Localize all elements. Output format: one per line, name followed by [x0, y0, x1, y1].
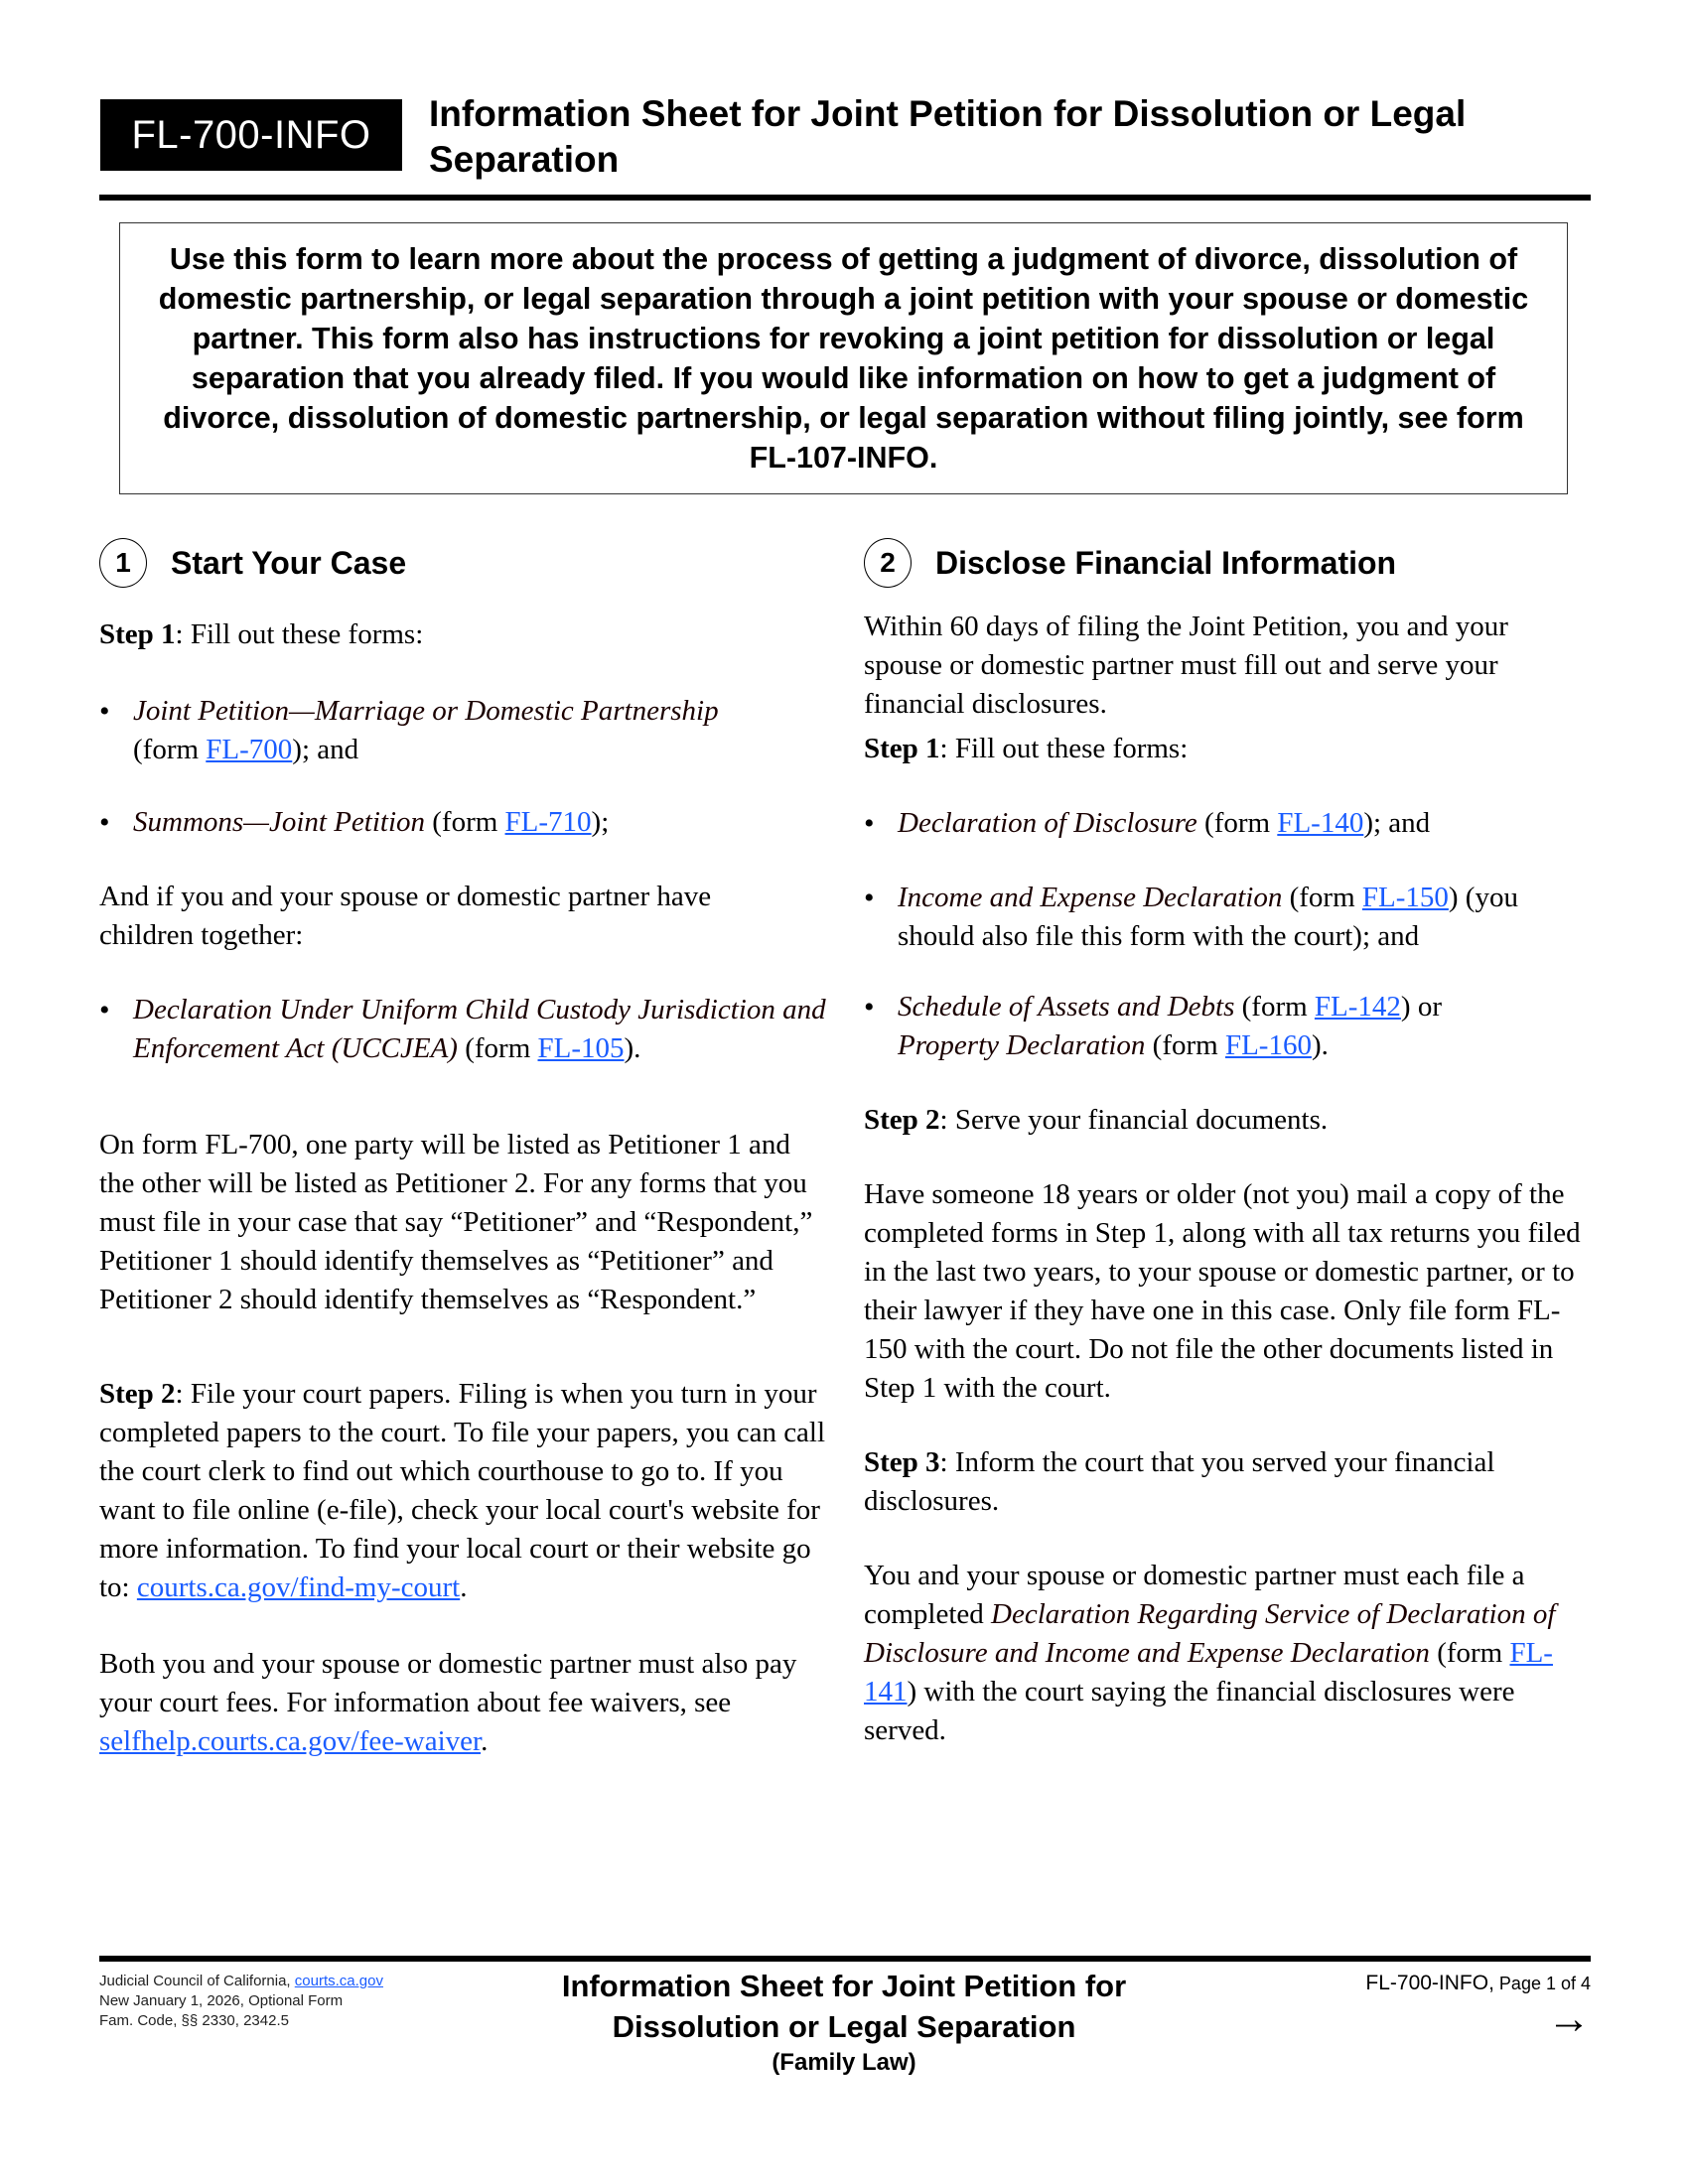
disclosure-intro: Within 60 days of filing the Joint Petition, you and your spouse or domestic partner must fill out and serve your financial disclosures.: [864, 611, 1508, 720]
petitioner-text: On form FL-700, one party will be listed as Petitioner 1 and the other will be listed as Petitioner 2. For any forms that you must file in your case that say “Petitioner” and “Respondent,” Petitioner 1 should identify themselves as “Petitioner” and Petitioner 2 should identify themselves as “Respondent.”: [99, 1129, 813, 1315]
children-text: And if you and your spouse or domestic partner have children together:: [99, 881, 712, 951]
page-title: Information Sheet for Joint Petition for Dissolution or Legal Separation: [429, 93, 1467, 180]
step1-instruction: Step 1: Fill out these forms:: [99, 618, 424, 650]
list-item-fl700: • Joint Petition—Marriage or Domestic Partnership (form FL-700); and: [99, 692, 808, 769]
section-disclose-financial-information: [864, 536, 1599, 1750]
link-fl-150[interactable]: FL-150: [1361, 882, 1449, 913]
footer-form-code: FL-700-INFO,: [1365, 1972, 1494, 1994]
link-fee-waiver[interactable]: selfhelp.courts.ca.gov/fee-waiver: [99, 1725, 482, 1757]
link-fl-700[interactable]: FL-700: [206, 734, 293, 765]
footer-title: Information Sheet for Joint Petition for Dissolution or Legal Separation (Family Law): [561, 1969, 1127, 2076]
list-item-fl710: • Summons—Joint Petition (form FL-710);: [99, 803, 834, 842]
fees-text: Both you and your spouse or domestic partner must also pay your court fees. For information about fee waivers, see selfhelp.courts.ca.gov/fee-waiver.: [99, 1648, 797, 1757]
step3-instruction: Step 3: Inform the court that you served your financial disclosures.: [864, 1446, 1495, 1517]
header-divider: [99, 195, 1591, 201]
form-id-badge: [100, 99, 402, 171]
step-number-circle: 2: [864, 538, 912, 588]
footer-info: [99, 1972, 383, 2031]
footer-code: Fam. Code, §§ 2330, 2342.5: [99, 2012, 289, 2029]
footer-page-info: [1365, 1972, 1591, 2041]
step-number-circle: 1: [99, 538, 147, 588]
section-title: Disclose Financial Information: [935, 544, 1397, 581]
link-courts-ca-gov[interactable]: courts.ca.gov: [294, 1973, 383, 1989]
page-number: Page 1 of 4: [1493, 1974, 1591, 1993]
section-title: Start Your Case: [171, 544, 407, 581]
list-item-fl142-fl160: • Schedule of Assets and Debts (form FL-142) or Property Declaration (form FL-160).: [864, 988, 1553, 1065]
link-find-my-court[interactable]: courts.ca.gov/find-my-court: [136, 1571, 461, 1603]
step2-instruction: Step 2: Serve your financial documents.: [864, 1104, 1329, 1136]
serve-text: Have someone 18 years or older (not you) mail a copy of the completed forms in Step 1, along with all tax returns you filed in the last two years, to your spouse or domestic partner, or to their lawyer if they have one in this case. Only file form FL-150 with the court. Do not file the other documents listed in Step 1 with the court.: [864, 1178, 1581, 1404]
step2-instruction: Step 2: File your court papers. Filing is when you turn in your completed papers to the court. To file your papers, you can call the court clerk to find out which courthouse to go to. If you want to file online (e-file), check your local court's website for more information. To find your local court or their website go to: courts.ca.gov/find-my-court.: [99, 1378, 826, 1603]
file-fl141-text: You and your spouse or domestic partner must each file a completed Declaration Regarding Service of Declaration of Disclosure and Income and Expense Declaration (form FL-141) with the court saying the financial disclosures were served.: [864, 1560, 1556, 1746]
link-fl-710[interactable]: FL-710: [504, 806, 592, 838]
intro-box: [119, 222, 1568, 494]
link-fl-105[interactable]: FL-105: [537, 1032, 625, 1064]
footer-revision: New January 1, 2026, Optional Form: [99, 1992, 344, 2009]
list-item-fl150: • Income and Expense Declaration (form FL-150) (you should also file this form with the court); and: [864, 879, 1553, 956]
footer-council: Judicial Council of California, courts.ca.gov: [99, 1973, 383, 1989]
footer-divider: [99, 1956, 1591, 1962]
link-fl-160[interactable]: FL-160: [1224, 1029, 1312, 1061]
intro-text: Use this form to learn more about the process of getting a judgment of divorce, dissolution of domestic partnership, or legal separation through a joint petition with your spouse or domestic partner. This form also has instructions for revoking a joint petition for dissolution or legal separation that you already filed. If you would like information on how to get a judgment of divorce, dissolution of domestic partnership, or legal separation without filing jointly, see form FL-107-INFO.: [158, 242, 1529, 475]
section-start-your-case: [99, 536, 834, 1761]
step1-instruction: Step 1: Fill out these forms:: [864, 733, 1189, 764]
list-item-fl140: • Declaration of Disclosure (form FL-140); and: [864, 804, 1599, 843]
list-item-fl105: • Declaration Under Uniform Child Custody Jurisdiction and Enforcement Act (UCCJEA) (form FL-105).: [99, 991, 834, 1068]
link-fl-142[interactable]: FL-142: [1314, 991, 1401, 1023]
form-id: FL-700-INFO: [131, 112, 371, 157]
next-page-arrow-icon: →: [1547, 1994, 1591, 2043]
section-heading: [99, 536, 834, 590]
section-heading: [864, 536, 1599, 590]
link-fl-141[interactable]: FL-141: [864, 1637, 1553, 1707]
link-fl-140[interactable]: FL-140: [1277, 807, 1364, 839]
